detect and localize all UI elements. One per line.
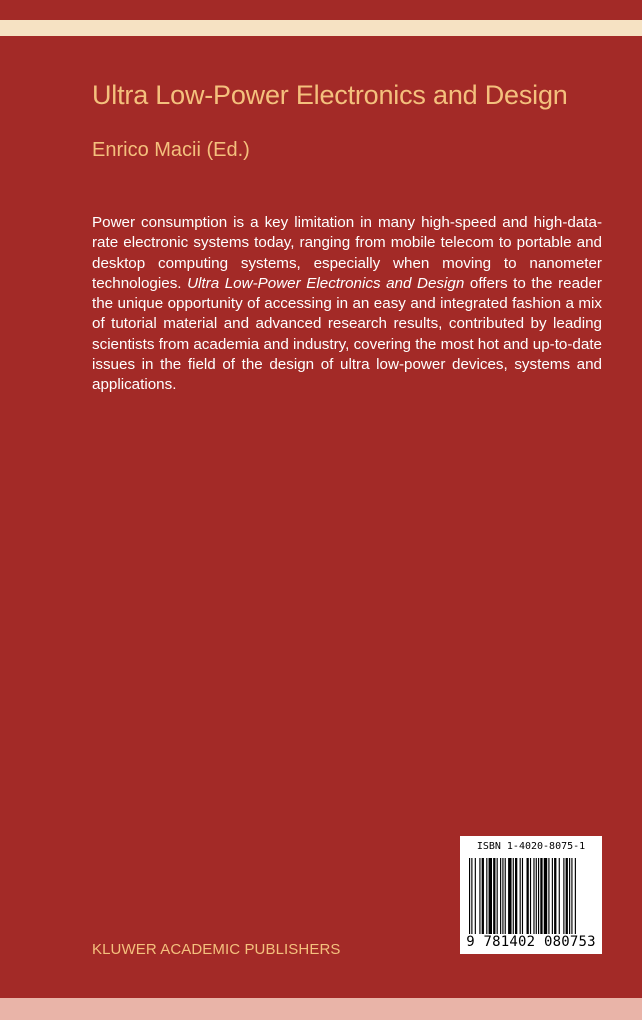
isbn-label: ISBN 1-4020-8075-1 xyxy=(476,841,586,852)
bottom-stripe xyxy=(0,998,642,1020)
barcode-bars xyxy=(469,858,593,934)
back-cover-blurb xyxy=(92,213,602,396)
publisher-name: KLUWER ACADEMIC PUBLISHERS xyxy=(92,941,341,958)
top-stripe xyxy=(0,20,642,36)
isbn-barcode xyxy=(460,836,602,954)
book-author: Enrico Macii (Ed.) xyxy=(92,139,250,161)
blurb-part-1: Power consumption is a key limitation in many high-speed and high-data-rate electronic systems today, ranging from mobile telecom to portable and desktop computing systems, especially when moving to nanometer technologies. xyxy=(92,214,602,292)
book-title: Ultra Low-Power Electronics and Design xyxy=(92,80,568,110)
blurb-italic-title: Ultra Low-Power Electronics and Design xyxy=(187,274,465,292)
blurb-part-2: offers to the reader the unique opportunity of accessing in an easy and integrated fashion a mix of tutorial material and advanced research results, contributed by leading scientists from academia and industry, covering the most hot and up-to-date issues in the field of the design of ultra low-power devices, systems and applications. xyxy=(92,274,602,394)
barcode-digits: 9 781402 080753 xyxy=(466,934,596,950)
